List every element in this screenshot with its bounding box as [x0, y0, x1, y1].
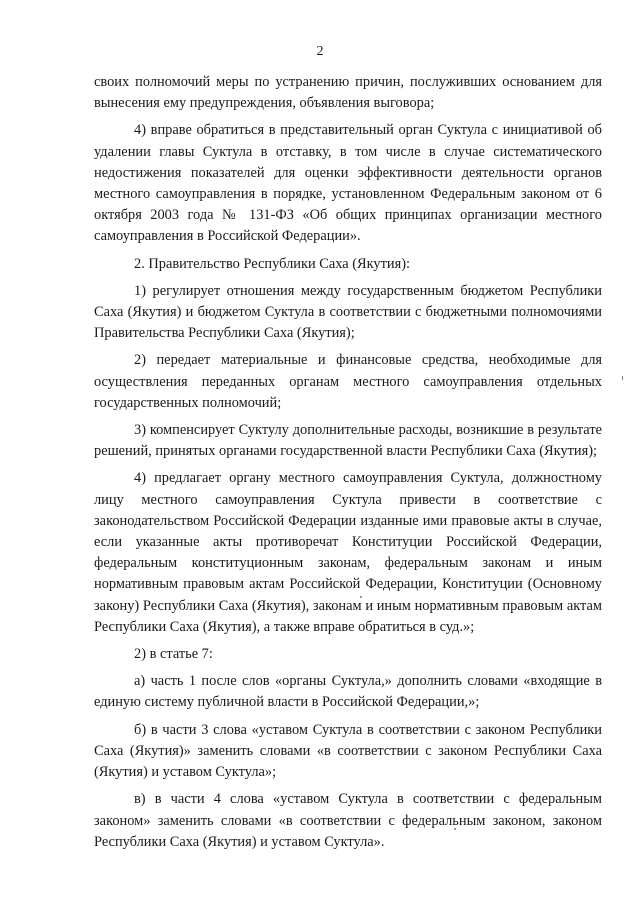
paragraph-item-4-legal-acts: 4) предлагает органу местного самоуправления Суктула, должностному лицу местного самоуправления Суктула привести в соответствие с законодательством Российской Федерации изданные ими правовые акты в случае, если указанные акты противоречат Конституции Российской Федерации, федеральным конституционным законам, федеральным законам и иным нормативным правовым актам Российской Федерации, Конституции (Основному закону) Республики Саха (Якутия), законам и иным нормативным правовым актам Республики Саха (Якутия), а также вправе обратиться в суд.»;: [94, 470, 602, 635]
paragraph-article-7: 2) в статье 7:: [134, 646, 213, 663]
paragraph-government-heading: 2. Правительство Республики Саха (Якутия):: [134, 255, 410, 272]
paragraph-item-1-budget: 1) регулирует отношения между государственным бюджетом Республики Саха (Якутия) и бюджетом Суктула в соответствии с бюджетными полномочиями Правительства Республики Саха (Якутия);: [94, 282, 602, 342]
document-body: [94, 72, 602, 859]
paragraph-item-3-compensation: 3) компенсирует Суктулу дополнительные расходы, возникшие в результате решений, принятых органами государственной власти Республики Саха (Якутия);: [94, 422, 602, 460]
scan-speck: [360, 596, 362, 598]
scan-speck: [454, 828, 456, 830]
scan-speck: [622, 376, 623, 380]
paragraph-article-7-v: в) в части 4 слова «уставом Суктула в соответствии с федеральным законом» заменить словами «в соответствии с федеральным законом, законом Республики Саха (Якутия) и уставом Суктула».: [94, 791, 602, 850]
paragraph-article-7-b: б) в части 3 слова «уставом Суктула в соответствии с законом Республики Саха (Якутия)» заменить словами «в соответствии с законом Республики Саха (Якутия) и уставом Суктула»;: [94, 721, 602, 781]
page-number: 2: [316, 44, 324, 59]
paragraph-article-7-a: а) часть 1 после слов «органы Суктула,» дополнить словами «входящие в единую систему публичной власти в Российской Федерации,»;: [94, 673, 602, 711]
paragraph-item-4-resignation: 4) вправе обратиться в представительный орган Суктула с инициативой об удалении главы Суктула в отставку, в том числе в случае систематического недостижения показателей для оценки эффективности деятельности органов местного самоуправления в порядке, установленном Федеральным законом от 6 октября 2003 года № 131-ФЗ «Об общих принципах организации местного самоуправления в Российской Федерации».: [94, 122, 602, 245]
paragraph-item-2-funds: 2) передает материальные и финансовые средства, необходимые для осуществления переданных органам местного самоуправления отдельных государственных полномочий;: [94, 352, 602, 411]
paragraph-continuation: своих полномочий меры по устранению причин, послуживших основанием для вынесения ему предупреждения, объявления выговора;: [94, 74, 602, 112]
